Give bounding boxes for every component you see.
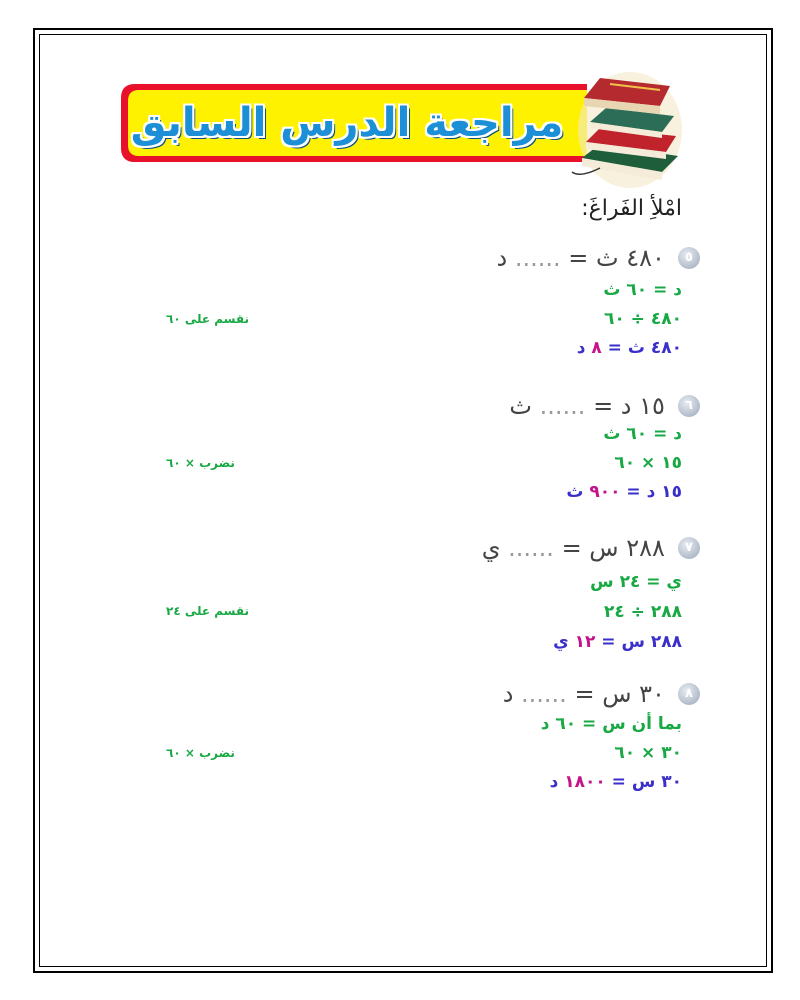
solution-note: نضرب × ٦٠ (166, 456, 235, 470)
problem-number-badge: ٨ (678, 683, 700, 705)
books-icon (570, 60, 685, 190)
problem-6 (509, 392, 700, 420)
solution-note: نقسم على ٦٠ (166, 312, 250, 326)
problem-number-badge: ٦ (678, 395, 700, 417)
banner-title: مراجعة الدرس السابق (130, 100, 564, 146)
problem-5 (497, 244, 700, 272)
problem-7 (482, 534, 700, 562)
problem-question: ٤٨٠ ث = ...... د (496, 244, 665, 272)
solution-line-3: ٢٨٨ س = ١٢ ي (553, 632, 682, 652)
solution-line-3: ١٥ د = ٩٠٠ ث (566, 482, 682, 502)
problem-number-badge: ٥ (678, 247, 700, 269)
solution-note: نقسم على ٢٤ (166, 604, 250, 618)
solution-line-1: ي = ٢٤ س (590, 572, 682, 592)
solution-line-2: ٤٨٠ ÷ ٦٠ (604, 309, 682, 329)
problem-8 (503, 680, 700, 708)
solution-line-1: بما أن س = ٦٠ د (540, 714, 682, 734)
problem-number-badge: ٧ (678, 537, 700, 559)
solution-line-1: د = ٦٠ ث (603, 424, 682, 444)
solution-line-1: د = ٦٠ ث (603, 280, 682, 300)
solution-line-3: ٤٨٠ ث = ٨ د (576, 338, 682, 358)
solution-note: نضرب × ٦٠ (166, 746, 235, 760)
solution-line-2: ١٥ × ٦٠ (614, 453, 682, 473)
problem-question: ٢٨٨ س = ...... ي (481, 534, 665, 562)
solution-line-3: ٣٠ س = ١٨٠٠ د (549, 772, 682, 792)
solution-line-2: ٣٠ × ٦٠ (614, 743, 682, 763)
lesson-banner (117, 78, 592, 168)
solution-line-2: ٢٨٨ ÷ ٢٤ (604, 602, 682, 622)
problem-question: ٣٠ س = ...... د (502, 680, 665, 708)
problem-question: ١٥ د = ...... ث (509, 392, 665, 420)
instruction-text: امْلأِ الفَراغَ: (581, 196, 682, 221)
